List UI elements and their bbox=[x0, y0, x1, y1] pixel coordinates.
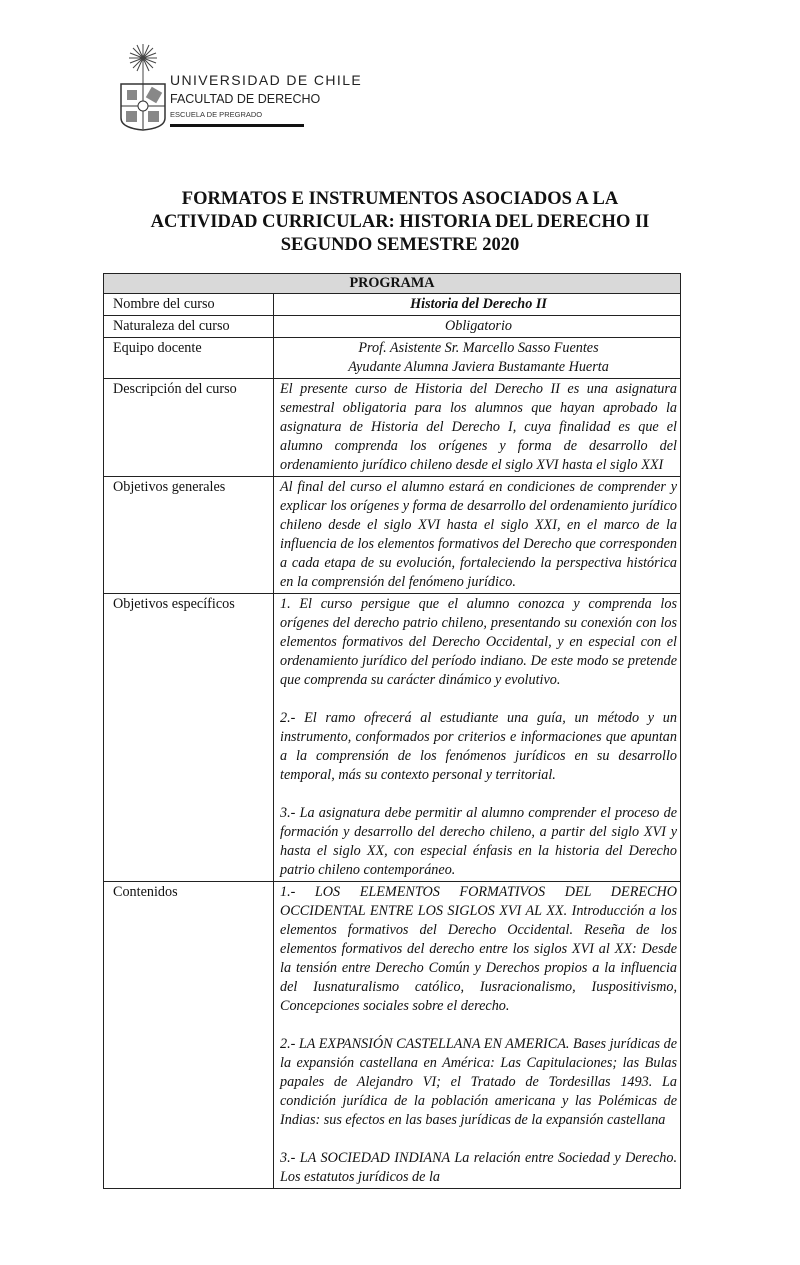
row-label: Objetivos específicos bbox=[104, 594, 274, 882]
table-row bbox=[104, 316, 681, 338]
teacher: Prof. Asistente Sr. Marcello Sasso Fuentes bbox=[358, 340, 599, 356]
title-line: ACTIVIDAD CURRICULAR: HISTORIA DEL DERECHO II bbox=[150, 212, 650, 232]
faculty-name: FACULTAD DE DERECHO bbox=[170, 92, 321, 106]
row-value: Historia del Derecho II bbox=[274, 294, 681, 316]
table-row bbox=[104, 294, 681, 316]
university-name: UNIVERSIDAD DE CHILE bbox=[170, 72, 363, 88]
table-header-row bbox=[104, 274, 681, 294]
logo-text bbox=[170, 72, 362, 127]
row-label: Objetivos generales bbox=[104, 477, 274, 594]
title-line: FORMATOS E INSTRUMENTOS ASOCIADOS A LA bbox=[181, 189, 619, 209]
row-value bbox=[274, 882, 681, 1189]
row-value: Obligatorio bbox=[274, 316, 681, 338]
content-unit: 3.- LA SOCIEDAD INDIANA La relación entre Sociedad y Derecho. Los estatutos jurídicos de la bbox=[280, 1150, 677, 1185]
row-value bbox=[274, 594, 681, 882]
row-value: El presente curso de Historia del Derecho II es una asignatura semestral obligatoria para los alumnos que hayan aprobado la asignatura de Historia del Derecho I, cuya finalidad es que el alumno comprenda los orígenes y forma de desarrollo del ordenamiento jurídico chileno desde el siglo XVI hasta el siglo XXI bbox=[274, 379, 681, 477]
row-value: Al final del curso el alumno estará en condiciones de comprender y explicar los orígenes y forma de desarrollo del ordenamiento jurídico chileno desde el siglo XVI hasta el siglo XXI, en el marco de la influencia de los elementos formativos del Derecho que corresponden a cada etapa de su evolución, fortaleciendo la perspectiva histórica en la comprensión del fenómeno jurídico. bbox=[274, 477, 681, 594]
crest-icon bbox=[118, 42, 168, 132]
table-row bbox=[104, 882, 681, 1189]
objective: 1. El curso persigue que el alumno conozca y comprenda los orígenes del derecho patrio chileno, presentando su conexión con los elementos formativos del Derecho Occidental, y en especial con el ordenamiento jurídico del período indiano. De este modo se pretende que comprenda su carácter dinámico y evolutivo. bbox=[280, 596, 677, 688]
table-row bbox=[104, 594, 681, 882]
row-value bbox=[274, 338, 681, 379]
row-label: Nombre del curso bbox=[104, 294, 274, 316]
university-logo bbox=[118, 42, 618, 132]
row-label: Naturaleza del curso bbox=[104, 316, 274, 338]
table-row bbox=[104, 379, 681, 477]
table-row bbox=[104, 338, 681, 379]
title-line: SEGUNDO SEMESTRE 2020 bbox=[280, 235, 520, 255]
document-title bbox=[100, 188, 700, 257]
logo-underline bbox=[170, 124, 304, 127]
objective: 3.- La asignatura debe permitir al alumno comprender el proceso de formación y desarrollo del derecho chileno, a partir del siglo XVI y hasta el siglo XX, con especial énfasis en la historia del Derecho patrio chileno contemporáneo. bbox=[280, 805, 677, 878]
row-label: Equipo docente bbox=[104, 338, 274, 379]
assistant: Ayudante Alumna Javiera Bustamante Huerta bbox=[348, 359, 609, 375]
content-unit: 1.- LOS ELEMENTOS FORMATIVOS DEL DERECHO OCCIDENTAL ENTRE LOS SIGLOS XVI AL XX. Introducción a los elementos formativos del Derecho Occidental. Reseña de los elementos formativos del derecho entre los siglos XVI al XX: Desde la tensión entre Derecho Común y Derechos propios a la influencia del Iusnaturalismo católico, Iusracionalismo, Iuspositivismo, Concepciones sociales sobre el derecho. bbox=[280, 884, 677, 1014]
content-unit: 2.- LA EXPANSIÓN CASTELLANA EN AMERICA. Bases jurídicas de la expansión castellana en América: Las Capitulaciones; las Bulas papales de Alejandro VI; el Tratado de Tordesillas 1493. La condición jurídica de la población americana y las Polémicas de Indias: sus efectos en las bases jurídicas de la expansión castellana bbox=[280, 1036, 677, 1128]
row-label: Contenidos bbox=[104, 882, 274, 1189]
row-label: Descripción del curso bbox=[104, 379, 274, 477]
table-row bbox=[104, 477, 681, 594]
objective: 2.- El ramo ofrecerá al estudiante una guía, un método y un instrumento, conformados por criterios e informaciones que apuntan a la comprensión de los fenómenos jurídicos en su desarrollo temporal, más su contexto personal y territorial. bbox=[280, 710, 677, 783]
program-table bbox=[103, 273, 681, 1189]
table-heading: PROGRAMA bbox=[104, 274, 681, 294]
school-name: ESCUELA DE PREGRADO bbox=[170, 110, 263, 119]
